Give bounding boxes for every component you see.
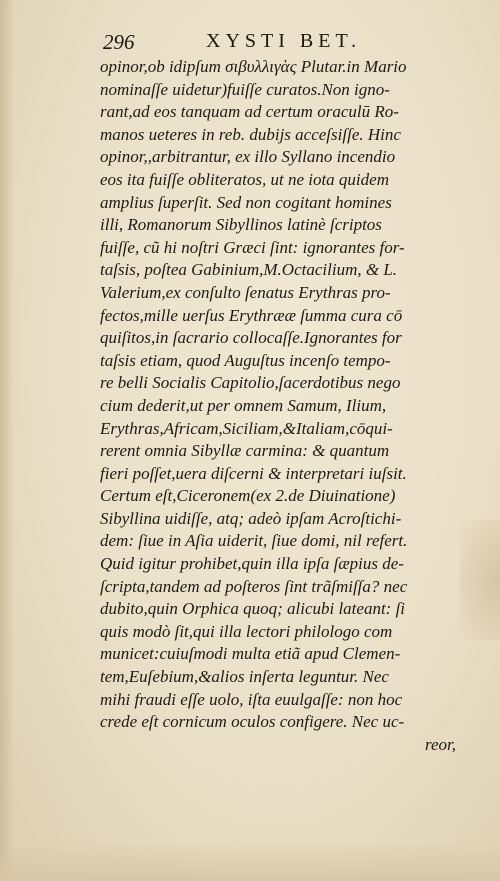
text-line: taſsis, poſtea Gabinium,M.Octacilium, & L. (100, 260, 398, 280)
text-line: nominaſſe uidetur)fuiſſe curatos.Non igno- (100, 79, 390, 99)
text-line: illi, Romanorum Sibyllinos latinè ſcriptos (100, 215, 382, 235)
text-line: dubito,quin Orphica quoq; alicubi lateant: ſi (100, 599, 406, 619)
text-line: fuiſſe, cũ hi noſtri Græci ſint: ignorantes for- (100, 237, 405, 257)
text-line: tem,Euſebium,&alios inſerta leguntur. Nec (100, 667, 389, 687)
page-shadow-bottom (0, 841, 500, 881)
text-line: Certum eſt,Ciceronem(ex 2.de Diuinatione) (100, 486, 396, 506)
text-line: cium dederit,ut per omnem Samum, Ilium, (100, 395, 387, 415)
text-line: eos ita fuiſſe obliteratos, ut ne iota quidem (100, 169, 389, 189)
text-line: dem: ſiue in Aſia uiderit, ſiue domi, nil refert. (100, 531, 408, 551)
text-line: manos ueteres in reb. dubijs acceſsiſſe. Hinc (100, 124, 401, 144)
text-line: quiſitos,in ſacrario collocaſſe.Ignorantes for (100, 328, 402, 348)
text-line: rant,ad eos tanquam ad certum oraculū Ro- (100, 102, 399, 122)
text-line: Sibyllina uidiſſe, atq; adeò ipſam Acroſtichi- (100, 508, 402, 528)
text-line: mihi fraudi eſſe uolo, iſta euulgaſſe: non hoc (100, 689, 403, 709)
text-line: rerent omnia Sibyllæ carmina: & quantum (100, 441, 390, 461)
text-line: re belli Socialis Capitolio,ſacerdotibus nego (100, 373, 401, 393)
page-number: 296 (103, 30, 135, 54)
text-line: fectos,mille uerſus Erythrææ ſumma cura cō (100, 305, 403, 325)
body-text (100, 56, 460, 756)
text-line: Quid igitur prohibet,quin illa ipſa ſæpius de- (100, 554, 404, 574)
page-shadow-left (0, 0, 14, 881)
text-line: opinor,,arbitrantur, ex illo Syllano incendio (100, 147, 396, 167)
text-line: ſcripta,tandem ad poſteros ſint trãſmiſſa? nec (100, 576, 408, 596)
text-line: amplius ſuperſit. Sed non cogitant homines (100, 192, 392, 212)
catchword: reor, (424, 734, 456, 754)
text-line: opinor,ob idipſum σιβυλλιγὰς Plutar.in Mario (100, 57, 407, 76)
paper-stain (460, 520, 500, 640)
text-line: taſsis etiam, quod Auguſtus incenſo tempo- (100, 350, 391, 370)
text-line: quis modò ſit,qui illa lectori philologo com (100, 621, 393, 641)
text-line: Erythras,Africam,Siciliam,&Italiam,cōqui- (100, 418, 393, 438)
text-line: crede eſt cornicum oculos configere. Nec uc- (100, 712, 405, 732)
running-head: XYSTI BET. (206, 30, 362, 52)
text-line: municet:cuiuſmodi multa etiã apud Clemen- (100, 644, 401, 664)
text-line: Valerium,ex conſulto ſenatus Erythras pro- (100, 282, 391, 302)
text-line: fieri poſſet,uera diſcerni & interpretari iuſsit. (100, 463, 407, 483)
